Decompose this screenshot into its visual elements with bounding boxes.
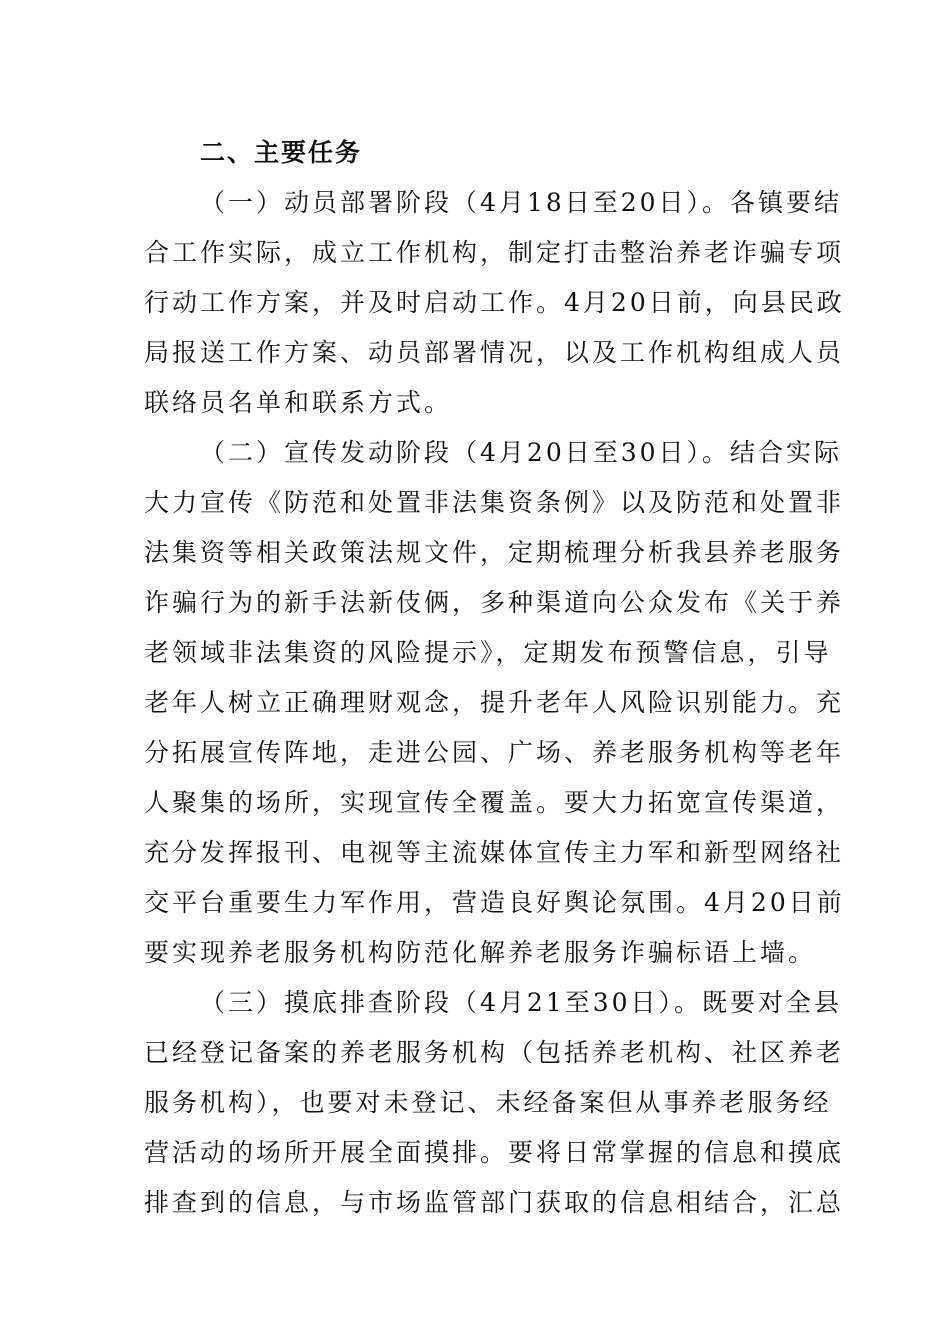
text-line: 局报送工作方案、动员部署情况，以及工作机构组成人员 bbox=[144, 338, 845, 367]
text-line: 合工作实际，成立工作机构，制定打击整治养老诈骗专项 bbox=[144, 238, 845, 267]
text-line: 分拓展宣传阵地，走进公园、广场、养老服务机构等老年 bbox=[144, 738, 845, 767]
section-heading: 二、主要任务 bbox=[200, 138, 363, 167]
text-line: 人聚集的场所，实现宣传全覆盖。要大力拓宽宣传渠道， bbox=[144, 788, 845, 817]
document-body bbox=[144, 128, 845, 1228]
text-line: 老领域非法集资的风险提示》，定期发布预警信息，引导 bbox=[144, 638, 832, 667]
text-line: （三）摸底排查阶段（4月21至30日）。既要对全县 bbox=[200, 988, 843, 1017]
text-line: 服务机构），也要对未登记、未经备案但从事养老服务经 bbox=[144, 1088, 832, 1117]
text-line: （二）宣传发动阶段（4月20日至30日）。结合实际 bbox=[200, 438, 843, 467]
text-line: 老年人树立正确理财观念，提升老年人风险识别能力。充 bbox=[144, 688, 845, 717]
text-line: 联络员名单和联系方式。 bbox=[144, 388, 453, 417]
text-line: 交平台重要生力军作用，营造良好舆论氛围。4月20日前 bbox=[144, 888, 845, 917]
text-line: （一）动员部署阶段（4月18日至20日）。各镇要结 bbox=[200, 188, 843, 217]
paragraph-lines bbox=[144, 178, 845, 1228]
text-line: 营活动的场所开展全面摸排。要将日常掌握的信息和摸底 bbox=[144, 1138, 845, 1167]
text-line: 要实现养老服务机构防范化解养老服务诈骗标语上墙。 bbox=[144, 938, 817, 967]
text-line: 充分发挥报刊、电视等主流媒体宣传主力军和新型网络社 bbox=[144, 838, 845, 867]
text-line: 已经登记备案的养老服务机构（包括养老机构、社区养老 bbox=[144, 1038, 845, 1067]
text-line: 行动工作方案，并及时启动工作。4月20日前，向县民政 bbox=[144, 288, 845, 317]
text-line: 法集资等相关政策法规文件，定期梳理分析我县养老服务 bbox=[144, 538, 845, 567]
text-line: 大力宣传《防范和处置非法集资条例》以及防范和处置非 bbox=[144, 488, 845, 517]
text-line: 诈骗行为的新手法新伎俩，多种渠道向公众发布《关于养 bbox=[144, 588, 845, 617]
text-line: 排查到的信息，与市场监管部门获取的信息相结合，汇总 bbox=[144, 1188, 845, 1217]
